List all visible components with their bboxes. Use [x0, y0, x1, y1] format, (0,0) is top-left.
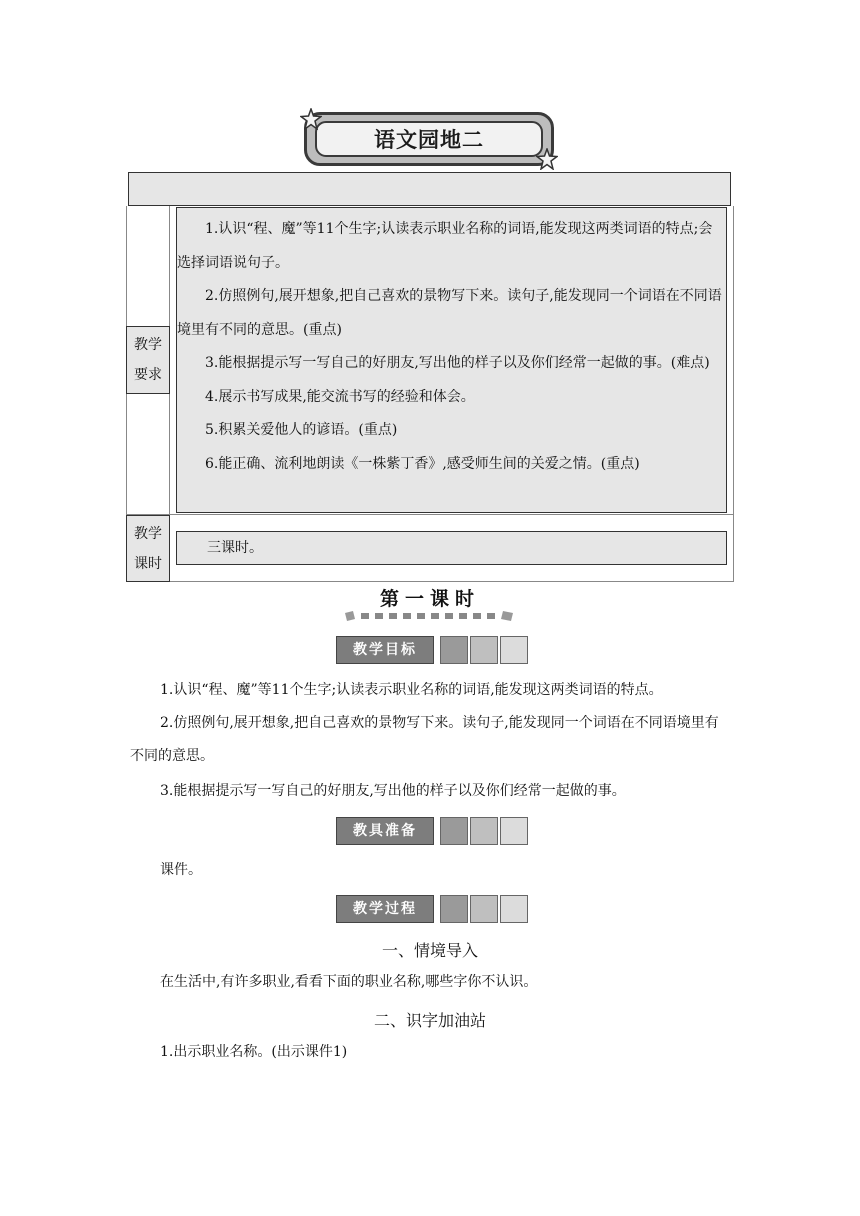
- prep-header: [336, 817, 526, 845]
- header-band: [128, 172, 731, 206]
- section-heading: 一、情境导入: [381, 941, 478, 960]
- requirement-item: 6.能正确、流利地朗读《一株紫丁香》,感受师生间的关爱之情。(重点): [205, 455, 640, 472]
- hours-label-line2: 课时: [134, 555, 162, 572]
- requirements-label-line1: 教学: [134, 337, 162, 353]
- decor-square: [440, 636, 468, 664]
- process-header: [336, 895, 526, 923]
- prep-header-label: 教具准备: [336, 817, 434, 845]
- requirement-item: 1.认识“程、魔”等11个生字;认读表示职业名称的词语,能发现这两类词语的特点;会选择词语说句子。: [177, 221, 713, 271]
- goal-item: 1.认识“程、魔”等11个生字;认读表示职业名称的词语,能发现这两类词语的特点。: [160, 682, 663, 698]
- requirements-label-line2: 要求: [134, 367, 162, 383]
- decor-square: [500, 817, 528, 845]
- hours-value: 三课时。: [176, 531, 727, 565]
- decor-square: [470, 817, 498, 845]
- banner-inner: [315, 121, 543, 157]
- section-heading: 二、识字加油站: [373, 1011, 486, 1030]
- star-icon: [300, 108, 322, 130]
- table-row-divider: [126, 514, 734, 515]
- goal-item: 2.仿照例句,展开想象,把自己喜欢的景物写下来。读句子,能发现同一个词语在不同语境里有不同的意思。: [130, 715, 719, 764]
- requirement-item: 5.积累关爱他人的谚语。(重点): [205, 422, 398, 438]
- requirement-item: 4.展示书写成果,能交流书写的经验和体会。: [205, 388, 475, 405]
- decor-square: [440, 817, 468, 845]
- goals-header-label: 教学目标: [336, 636, 434, 664]
- goal-item: 3.能根据提示写一写自己的好朋友,写出他的样子以及你们经常一起做的事。: [160, 783, 626, 799]
- prep-text: 课件。: [160, 862, 202, 878]
- decor-square: [470, 895, 498, 923]
- decor-square: [500, 636, 528, 664]
- hours-label-line1: 教学: [134, 525, 162, 542]
- banner-frame: [304, 112, 554, 166]
- dotted-divider-icon: [345, 611, 515, 621]
- process-text: 1.出示职业名称。(出示课件1): [160, 1044, 348, 1060]
- decor-square: [470, 636, 498, 664]
- decor-square: [440, 895, 468, 923]
- goals-header: [336, 636, 526, 664]
- process-header-label: 教学过程: [336, 895, 434, 923]
- requirements-content: [176, 207, 727, 513]
- requirement-item: 3.能根据提示写一写自己的好朋友,写出他的样子以及你们经常一起做的事。(难点): [205, 355, 710, 371]
- unit-title-banner: [300, 108, 562, 172]
- lesson-title: 第一课时: [379, 588, 480, 610]
- process-text: 在生活中,有许多职业,看看下面的职业名称,哪些字你不认识。: [160, 974, 538, 990]
- unit-title: 语文园地二: [374, 128, 484, 152]
- requirement-item: 2.仿照例句,展开想象,把自己喜欢的景物写下来。读句子,能发现同一个词语在不同语境里有不同的意思。(重点): [177, 288, 722, 338]
- star-icon: [536, 148, 558, 170]
- hours-label: [126, 515, 170, 582]
- requirements-label: [126, 326, 170, 394]
- decor-square: [500, 895, 528, 923]
